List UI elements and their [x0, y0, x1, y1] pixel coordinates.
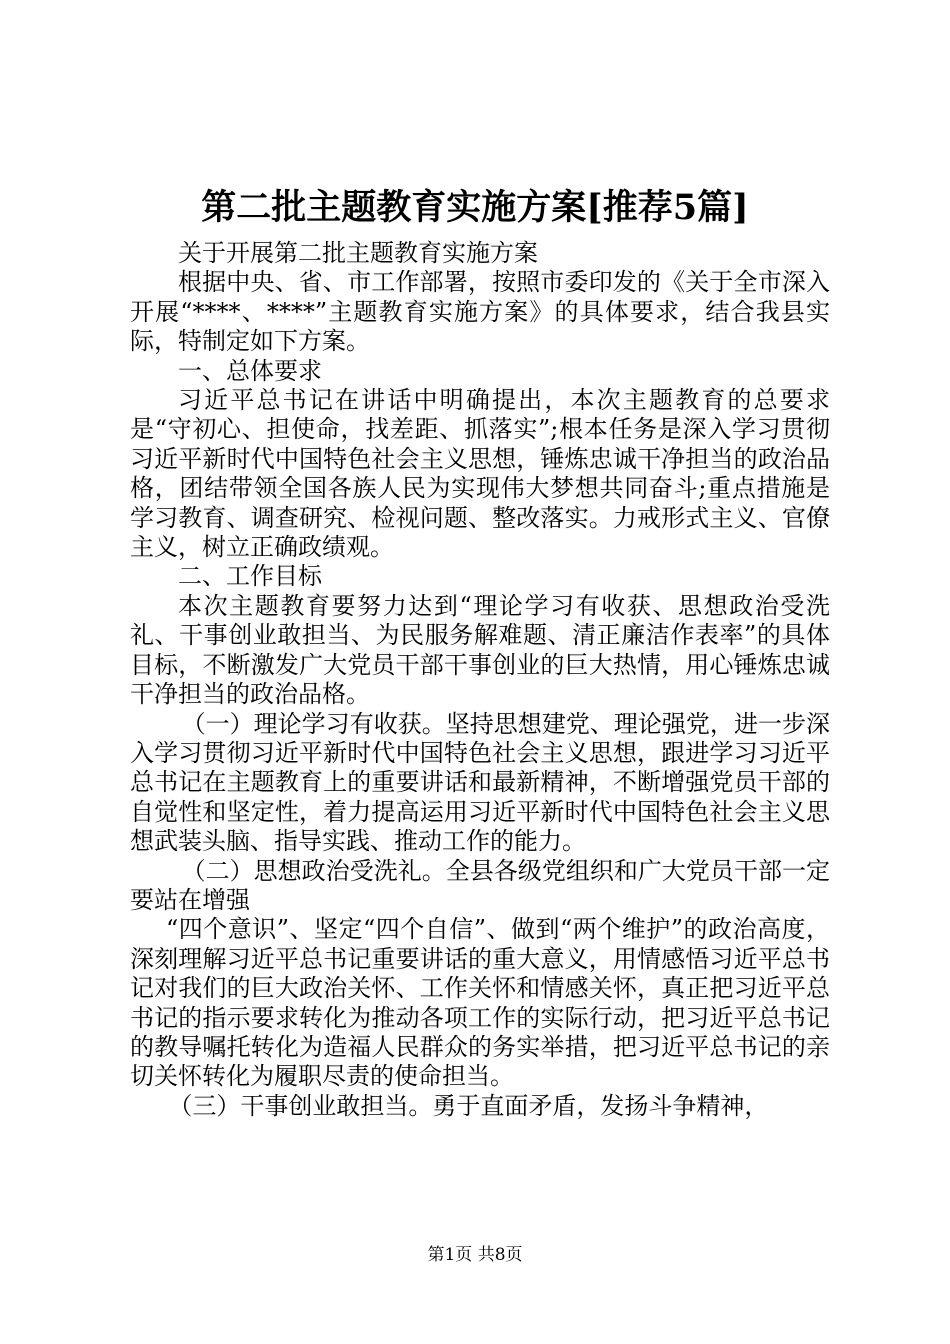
- document-title: 第二批主题教育实施方案[推荐5篇]: [201, 187, 749, 228]
- subtitle-paragraph: 关于开展第二批主题教育实施方案: [178, 239, 538, 267]
- section-heading-work-goals: 二、工作目标: [178, 562, 322, 591]
- goal-two-paragraph: （二）思想政治受洗礼。全县各级党组织和广大党员干部一定要站在增强: [130, 856, 830, 914]
- work-goals-paragraph: 本次主题教育要努力达到“理论学习有收获、思想政治受洗礼、干事创业敢担当、为民服务解难题、清正廉洁作表率”的具体目标，不断激发广大党员干部干事创业的巨大热情，用心锤炼忠诚干净担当的政治品格。: [130, 591, 830, 709]
- document-body: [130, 239, 830, 1121]
- intro-paragraph: 根据中央、省、市工作部署，按照市委印发的《关于全市深入开展“****、****”主题教育实施方案》的具体要求，结合我县实际，特制定如下方案。: [130, 268, 830, 356]
- goal-three-paragraph: （三）干事创业敢担当。勇于直面矛盾，发扬斗争精神，: [168, 1091, 769, 1120]
- section-heading-general-requirements: 一、总体要求: [178, 356, 322, 385]
- page-footer: 第1页 共8页: [427, 1245, 523, 1265]
- general-requirements-paragraph: 习近平总书记在讲话中明确提出，本次主题教育的总要求是“守初心、担使命，找差距、抓落实”;根本任务是深入学习贯彻习近平新时代中国特色社会主义思想，锤炼忠诚干净担当的政治品格，团结带领全国各族人民为实现伟大梦想共同奋斗;重点措施是学习教育、调查研究、检视问题、整改落实。力戒形式主义、官僚主义，树立正确政绩观。: [130, 386, 830, 562]
- goal-two-continuation-paragraph: “四个意识”、坚定“四个自信”、做到“两个维护”的政治高度，深刻理解习近平总书记重要讲话的重大意义，用情感悟习近平总书记对我们的巨大政治关怀、工作关怀和情感关怀，真正把习近平总书记的指示要求转化为推动各项工作的实际行动，把习近平总书记的教导嘱托转化为造福人民群众的务实举措，把习近平总书记的亲切关怀转化为履职尽责的使命担当。: [130, 915, 830, 1091]
- goal-one-paragraph: （一）理论学习有收获。坚持思想建党、理论强党，进一步深入学习贯彻习近平新时代中国特色社会主义思想，跟进学习习近平总书记在主题教育上的重要讲话和最新精神，不断增强党员干部的自觉性和坚定性，着力提高运用习近平新时代中国特色社会主义思想武装头脑、指导实践、推动工作的能力。: [130, 709, 830, 856]
